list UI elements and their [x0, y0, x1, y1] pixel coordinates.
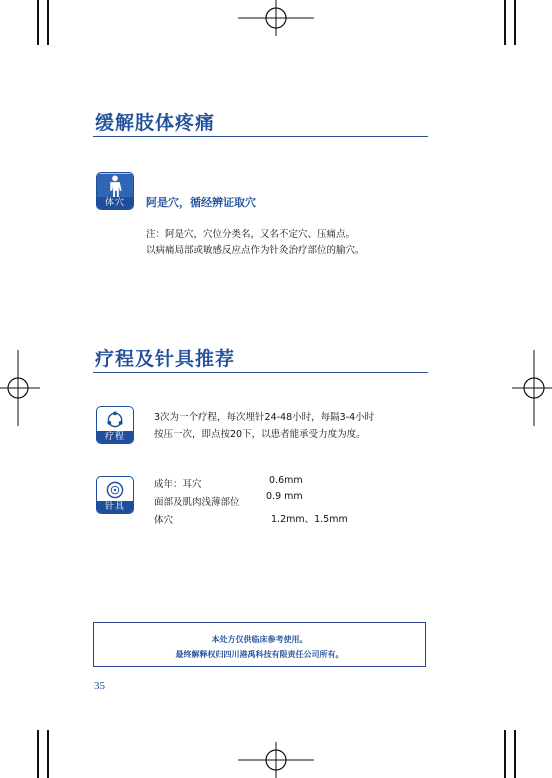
crop-mark: [37, 730, 39, 778]
needle-area: 体穴: [154, 515, 174, 526]
section-divider: [93, 136, 428, 137]
needle-icon: [96, 476, 134, 514]
needle-area: 成年：耳穴: [154, 479, 202, 490]
crop-mark: [514, 0, 516, 45]
course-icon: [96, 406, 134, 444]
registration-mark-left: [0, 350, 40, 426]
cycle-icon: [97, 407, 133, 432]
disclaimer-line-1: 本处方仅供临床参考使用。: [211, 635, 308, 644]
needle-area: 面部及肌肉浅薄部位: [154, 497, 240, 508]
crop-mark: [504, 730, 506, 778]
course-line-1: 3次为一个疗程，每次埋针24-48小时，每隔3-4小时: [154, 412, 375, 423]
crop-mark: [47, 0, 49, 45]
needle-size: 1.2mm、1.5mm: [271, 514, 348, 525]
crop-mark: [47, 730, 49, 778]
section-title-pain-relief: 缓解肢体疼痛: [95, 112, 216, 134]
needle-icon-label: 针具: [97, 501, 133, 513]
crop-mark: [514, 730, 516, 778]
acupoint-icon-label: 体穴: [97, 197, 133, 209]
human-body-icon: [97, 173, 133, 198]
disclaimer-box: [93, 622, 426, 667]
section-title-course-needles: 疗程及针具推荐: [95, 348, 236, 370]
course-icon-label: 疗程: [97, 431, 133, 443]
acupoint-title: 阿是穴，循经辨证取穴: [146, 196, 256, 209]
crop-mark: [37, 0, 39, 45]
disc-icon: [97, 477, 133, 502]
registration-mark-top: [238, 0, 314, 36]
needle-size: 0.9 mm: [266, 491, 303, 502]
crop-mark: [504, 0, 506, 45]
registration-mark-right: [512, 350, 552, 426]
registration-mark-bottom: [238, 742, 314, 778]
disclaimer-line-2: 最终解释权归四川港禹科技有限责任公司所有。: [175, 650, 344, 659]
section-divider: [93, 372, 428, 373]
needle-size: 0.6mm: [269, 475, 303, 486]
note-line-2: 以病痛局部或敏感反应点作为针灸治疗部位的腧穴。: [146, 245, 365, 256]
acupoint-icon: [96, 172, 134, 210]
page-number: 35: [94, 680, 105, 692]
note-line-1: 注：阿是穴，穴位分类名，又名不定穴、压痛点。: [146, 229, 356, 240]
course-line-2: 按压一次，即点按20下，以患者能承受力度为度。: [154, 429, 366, 440]
